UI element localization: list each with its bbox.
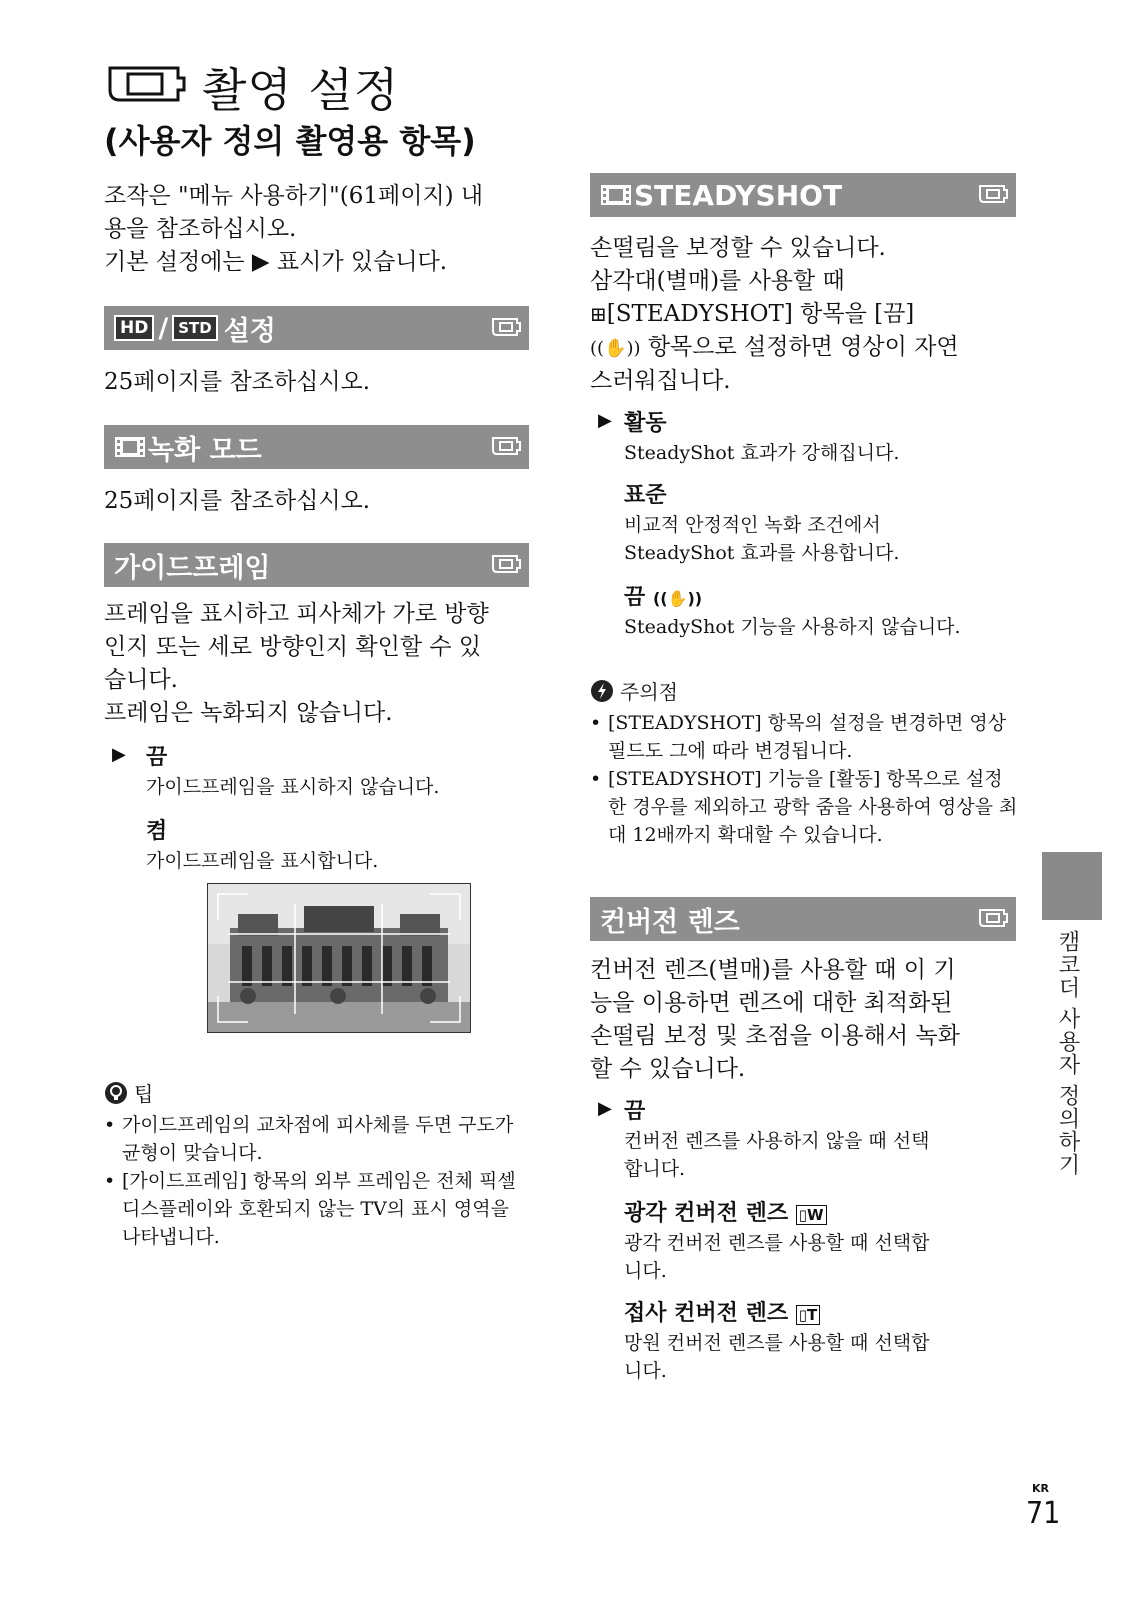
caution-icon [590,679,614,703]
camera-mode-icon [491,435,521,457]
hd-std-body: 25페이지를 참조하십시오. [104,369,371,395]
tele-lens-icon: ▯T [796,1305,821,1325]
rec-mode-body: 25페이지를 참조하십시오. [104,488,371,514]
steadyshot-option-active: ▶ 활동 SteadyShot 효과가 강해집니다. [598,410,900,464]
steadyshot-option-off: 끔 ((✋)) SteadyShot 기능을 사용하지 않습니다. [624,585,961,638]
caution-item: • [STEADYSHOT] 기능을 [활동] 항목으로 설정한 경우를 제외하고 광학 줌을 사용하여 영상을 최대 12배까지 확대할 수 있습니다. [590,765,1020,849]
conversion-option-off: ▶ 끔 컨버전 렌즈를 사용하지 않을 때 선택 합니다. [598,1098,930,1180]
camera-mode-icon [491,316,521,338]
intro-text: 조작은 "메뉴 사용하기"(61페이지) 내 용을 참조하십시오. 기본 설정에는 ▶ 표시가 있습니다. [104,183,484,275]
conversion-lens-body: 컨버전 렌즈(별매)를 사용할 때 이 기 능을 이용하면 렌즈에 대한 최적화된 손떨림 보정 및 초점을 이용해서 녹화 할 수 있습니다. [590,957,960,1082]
caution-item: • [STEADYSHOT] 항목의 설정을 변경하면 영상 필드도 그에 따라 변경됩니다. [590,709,1020,765]
guide-option-on: 켬 가이드프레임을 표시합니다. [146,819,379,872]
guide-frame-illustration [207,883,471,1033]
steadyshot-option-standard: 표준 비교적 안정적인 녹화 조건에서 SteadyShot 효과를 사용합니다. [624,483,900,564]
camera-mode-icon [978,907,1008,929]
film-icon [600,183,632,207]
film-icon [114,435,146,459]
camera-mode-icon [491,553,521,575]
page-title: 촬영 설정 [202,63,400,117]
guide-frame-body: 프레임을 표시하고 피사체가 가로 방향 인지 또는 세로 방향인지 확인할 수 있 습니다. 프레임은 녹화되지 않습니다. [104,601,489,726]
page-subtitle: (사용자 정의 촬영용 항목) [104,122,476,160]
tip-item: • 가이드프레임의 교차점에 피사체를 두면 구도가 균형이 맞습니다. [104,1111,524,1167]
camera-mode-icon [978,183,1008,205]
hd-badge-icon: HD [114,315,154,341]
tip-block: 팁 • 가이드프레임의 교차점에 피사체를 두면 구도가 균형이 맞습니다. • [가이드프레임] 항목의 외부 프레임은 전체 픽셀 디스플레이와 호환되지 않는 TV의 표시 영역을 나타냅니다. [104,1078,524,1251]
film-icon: ⊞ [590,302,607,326]
section-bar-rec-mode: 녹화 모드 [104,425,529,469]
wide-lens-icon: ▯W [796,1205,827,1225]
conversion-option-tele: 접사 컨버전 렌즈 ▯T 망원 컨버전 렌즈를 사용할 때 선택합 니다. [624,1301,930,1382]
section-bar-steadyshot: STEADYSHOT [590,173,1016,217]
tip-item: • [가이드프레임] 항목의 외부 프레임은 전체 픽셀 디스플레이와 호환되지 않는 TV의 표시 영역을 나타냅니다. [104,1167,524,1251]
steadyshot-off-icon: ((✋)) [590,338,641,359]
steadyshot-off-icon: ((✋)) [652,589,703,608]
lightbulb-icon [104,1081,128,1105]
region-code: KR [1032,1482,1049,1495]
side-tab-label: 캠코더 사용자 정의하기 [1055,930,1080,1176]
caution-block: 주의점 • [STEADYSHOT] 항목의 설정을 변경하면 영상 필드도 그에 따라 변경됩니다. • [STEADYSHOT] 기능을 [활동] 항목으로 설정한 경우를 제외하고 광학 줌을 사용하여 영상을 최대 12배까지 확대할 수 있습니다. [590,676,1020,849]
section-bar-hd-std: HD / STD 설정 [104,306,529,350]
section-bar-guide-frame: 가이드프레임 [104,543,529,587]
steadyshot-body: 손떨림을 보정할 수 있습니다. 삼각대(별매)를 사용할 때 ⊞[STEADYSHOT] 항목을 [끔] ((✋)) 항목으로 설정하면 영상이 자연 스러워집니다. [590,235,959,394]
page-number: 71 [1026,1496,1061,1531]
camera-mode-icon [104,60,186,106]
section-bar-conversion-lens: 컨버전 렌즈 [590,897,1016,941]
building-photo [208,884,470,1032]
conversion-option-wide: 광각 컨버전 렌즈 ▯W 광각 컨버전 렌즈를 사용할 때 선택합 니다. [624,1201,930,1282]
side-tab-marker [1042,852,1102,920]
std-badge-icon: STD [172,315,218,341]
guide-option-off: ▶ 끔 가이드프레임을 표시하지 않습니다. [112,744,440,798]
